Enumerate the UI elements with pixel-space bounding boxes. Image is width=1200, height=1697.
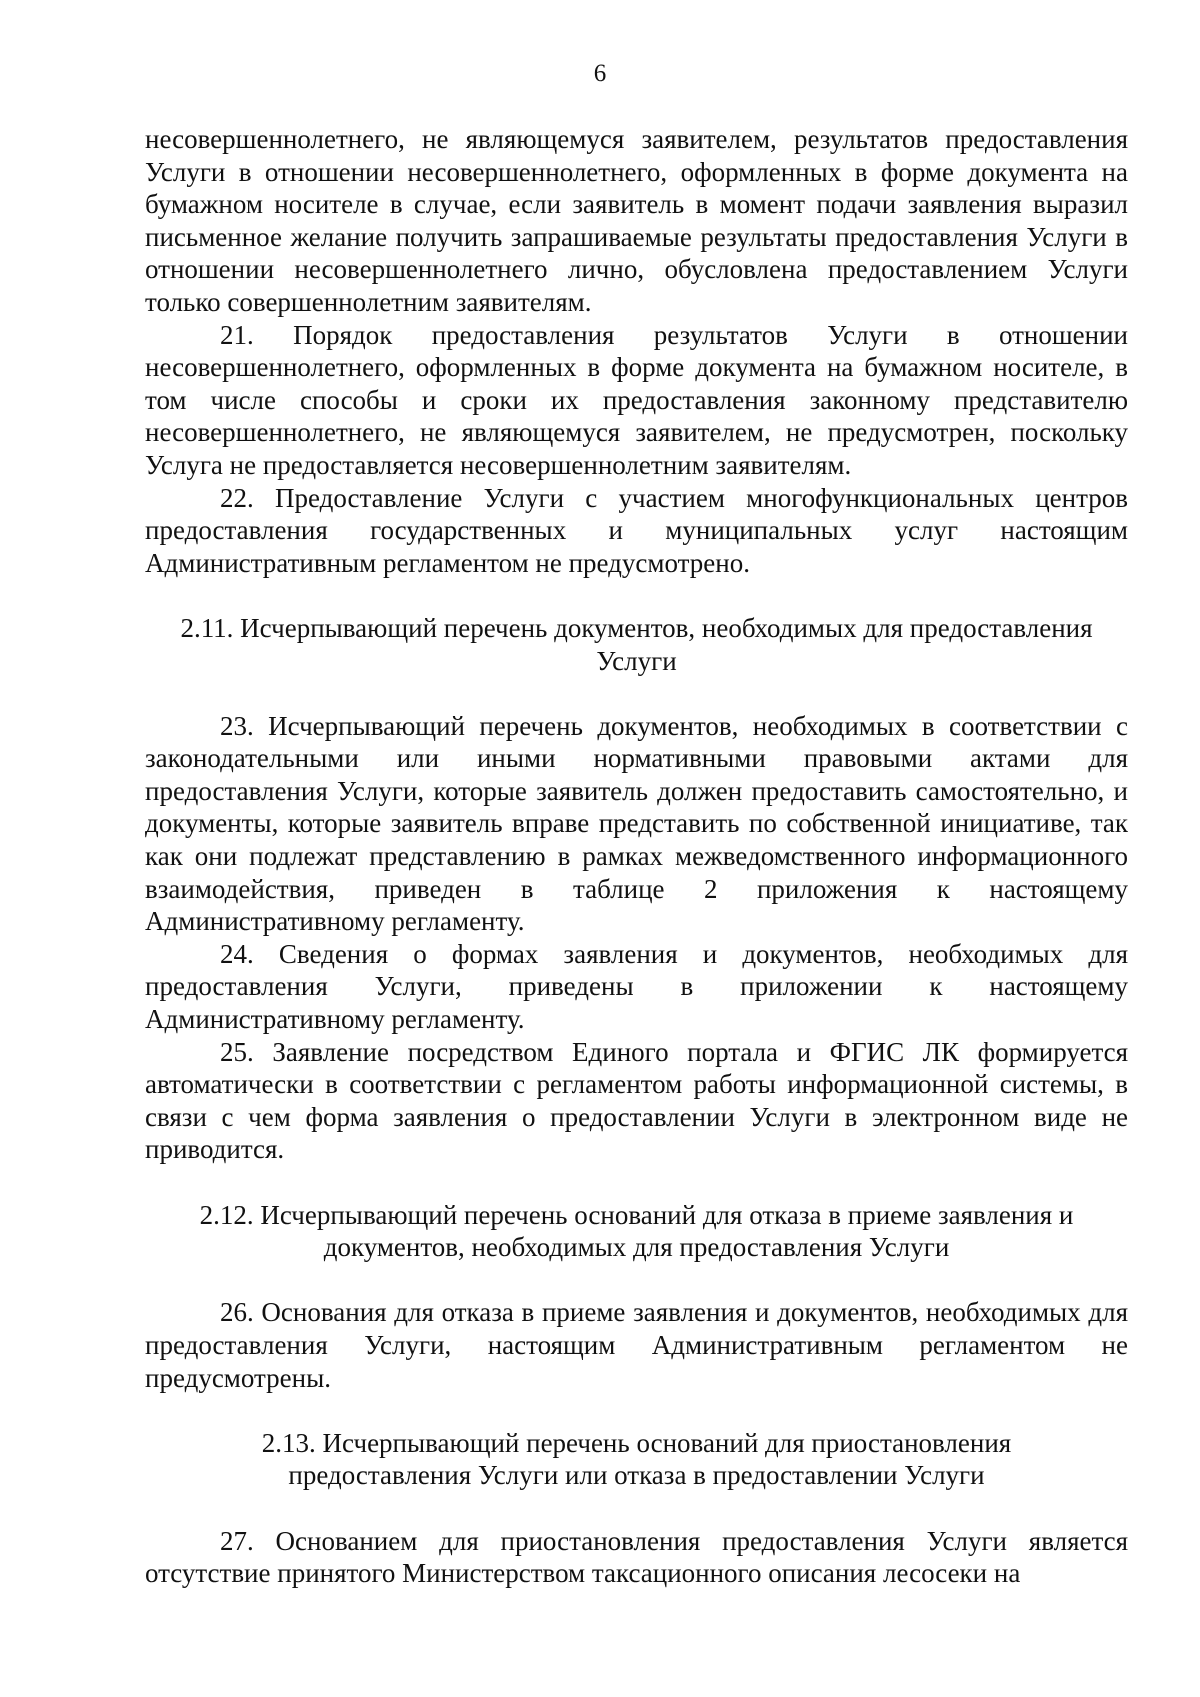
paragraph-21: 21. Порядок предоставления результатов Услуги в отношении несовершеннолетнего, оформленных в форме документа на бумажном носителе, в том числе способы и сроки их предоставления законному представителю несовершеннолетнего, не являющемуся заявителем, не предусмотрен, поскольку Услуга не предоставляется несовершеннолетним заявителям. [145, 319, 1128, 480]
heading-line: предоставления Услуги или отказа в предоставлении Услуги [288, 1460, 985, 1491]
spacer [145, 1264, 1128, 1297]
heading-line: 2.13. Исчерпывающий перечень оснований для приостановления [261, 1427, 1012, 1458]
paragraph-22: 22. Предоставление Услуги с участием многофункциональных центров предоставления государственных и муниципальных услуг настоящим Административным регламентом не предусмотрено. [145, 482, 1128, 578]
spacer [145, 1166, 1128, 1199]
heading-line: документов, необходимых для предоставления Услуги [323, 1232, 950, 1263]
spacer [145, 1394, 1128, 1427]
section-heading-2-13 [145, 1427, 1128, 1492]
paragraph-27: 27. Основанием для приостановления предоставления Услуги является отсутствие принятого Министерством таксационного описания лесосеки на [145, 1525, 1128, 1589]
page-number: 6 [593, 60, 607, 87]
section-heading-2-12 [145, 1199, 1128, 1264]
heading-line: 2.12. Исчерпывающий перечень оснований для отказа в приеме заявления и [199, 1199, 1074, 1230]
spacer [145, 677, 1128, 710]
paragraph-25: 25. Заявление посредством Единого портала и ФГИС ЛК формируется автоматически в соответствии с регламентом работы информационной системы, в связи с чем форма заявления о предоставлении Услуги в электронном виде не приводится. [145, 1036, 1128, 1165]
section-heading-2-11 [145, 612, 1128, 677]
paragraph-24: 24. Сведения о формах заявления и документов, необходимых для предоставления Услуги, приведены в приложении к настоящему Административному регламенту. [145, 938, 1128, 1035]
paragraph-26: 26. Основания для отказа в приеме заявления и документов, необходимых для предоставления Услуги, настоящим Административным регламентом не предусмотрены. [145, 1297, 1128, 1393]
spacer [145, 579, 1128, 612]
heading-line: Услуги [596, 645, 677, 676]
paragraph-23: 23. Исчерпывающий перечень документов, необходимых в соответствии с законодательными или иными нормативными правовыми актами для предоставления Услуги, которые заявитель должен предоставить самостоятельно, и документы, которые заявитель вправе представить по собственной инициативе, так как они подлежат представлению в рамках межведомственного информационного взаимодействия, приведен в таблице 2 приложения к настоящему Административному регламенту. [145, 710, 1128, 937]
heading-line: 2.11. Исчерпывающий перечень документов, необходимых для предоставления [180, 612, 1093, 643]
spacer [145, 1492, 1128, 1525]
page-content [145, 123, 1128, 1590]
paragraph-continuation: несовершеннолетнего, не являющемуся заявителем, результатов предоставления Услуги в отношении несовершеннолетнего, оформленных в форме документа на бумажном носителе в случае, если заявитель в момент подачи заявления выразил письменное желание получить запрашиваемые результаты предоставления Услуги в отношении несовершеннолетнего лично, обусловлена предоставлением Услуги только совершеннолетним заявителям. [145, 124, 1128, 317]
